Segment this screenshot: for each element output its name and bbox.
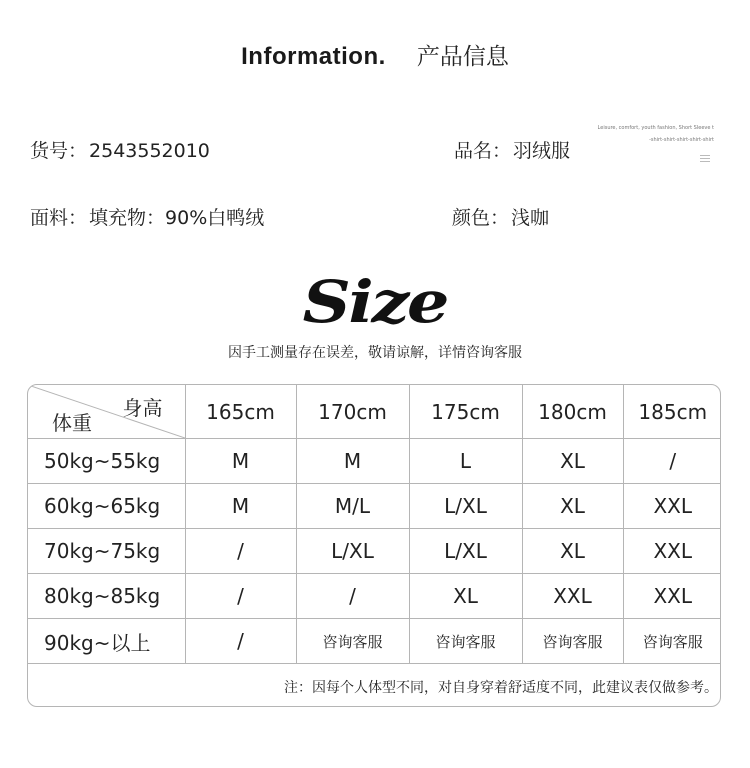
size-cell: XXL <box>522 574 623 619</box>
size-chart <box>27 384 721 707</box>
color-label: 颜色： <box>452 207 510 229</box>
color-field <box>452 203 549 230</box>
size-cell: 咨询客服 <box>296 619 409 664</box>
height-header: 175cm <box>409 385 522 439</box>
size-cell: XL <box>409 574 522 619</box>
size-cell: XL <box>522 439 623 484</box>
item-number-label: 货号： <box>30 140 88 162</box>
height-header: 165cm <box>185 385 296 439</box>
size-cell: L/XL <box>409 529 522 574</box>
size-cell: / <box>185 529 296 574</box>
color-value: 浅咖 <box>511 207 550 229</box>
table-row <box>28 619 721 664</box>
weight-cell: 80kg~85kg <box>28 574 185 619</box>
size-cell: XXL <box>623 529 721 574</box>
table-row <box>28 484 721 529</box>
size-cell: 咨询客服 <box>522 619 623 664</box>
height-axis-label: 身高 <box>122 396 163 420</box>
size-cell: XXL <box>623 574 721 619</box>
size-cell: 咨询客服 <box>623 619 721 664</box>
size-cell: / <box>296 574 409 619</box>
item-number-field <box>30 136 210 163</box>
height-header: 180cm <box>522 385 623 439</box>
size-title: Size <box>302 268 448 336</box>
size-cell: XL <box>522 529 623 574</box>
size-cell: XL <box>522 484 623 529</box>
weight-cell: 60kg~65kg <box>28 484 185 529</box>
table-row <box>28 439 721 484</box>
product-name-value: 羽绒服 <box>513 140 571 162</box>
table-footnote: 注：因每个人体型不同，对自身穿着舒适度不同，此建议表仅做参考。 <box>28 664 721 708</box>
size-heading <box>0 268 750 336</box>
fabric-field <box>30 203 264 230</box>
footnote-row <box>28 664 721 708</box>
size-cell: / <box>623 439 721 484</box>
size-cell: M <box>185 439 296 484</box>
weight-cell: 90kg~以上 <box>28 619 185 664</box>
product-name-field <box>454 136 570 163</box>
size-cell: 咨询客服 <box>409 619 522 664</box>
size-cell: L/XL <box>296 529 409 574</box>
decorative-caption-line2: -shirt-shirt-shirt-shirt-shirt <box>649 137 714 143</box>
weight-cell: 70kg~75kg <box>28 529 185 574</box>
weight-cell: 50kg~55kg <box>28 439 185 484</box>
size-cell: XXL <box>623 484 721 529</box>
measurement-note: 因手工测量存在误差，敬请谅解，详情咨询客服 <box>228 345 522 361</box>
fabric-label: 面料： <box>30 207 88 229</box>
table-row <box>28 574 721 619</box>
section-title <box>0 38 750 71</box>
size-cell: / <box>185 574 296 619</box>
fabric-value: 填充物：90%白鸭绒 <box>89 207 265 229</box>
size-cell: L <box>409 439 522 484</box>
corner-cell <box>28 385 185 439</box>
size-cell: M <box>185 484 296 529</box>
size-cell: M/L <box>296 484 409 529</box>
product-name-label: 品名： <box>454 140 512 162</box>
list-icon <box>700 155 710 165</box>
size-cell: M <box>296 439 409 484</box>
title-english: Information. <box>241 43 386 70</box>
height-header: 185cm <box>623 385 721 439</box>
height-header: 170cm <box>296 385 409 439</box>
table-row <box>28 529 721 574</box>
decorative-caption-line1: Leisure, comfort, youth fashion, Short Sleeve t <box>597 125 714 131</box>
size-table <box>28 385 721 707</box>
title-chinese: 产品信息 <box>416 44 509 70</box>
size-cell: / <box>185 619 296 664</box>
header-row <box>28 385 721 439</box>
weight-axis-label: 体重 <box>52 411 92 435</box>
size-cell: L/XL <box>409 484 522 529</box>
item-number-value: 2543552010 <box>89 140 210 162</box>
